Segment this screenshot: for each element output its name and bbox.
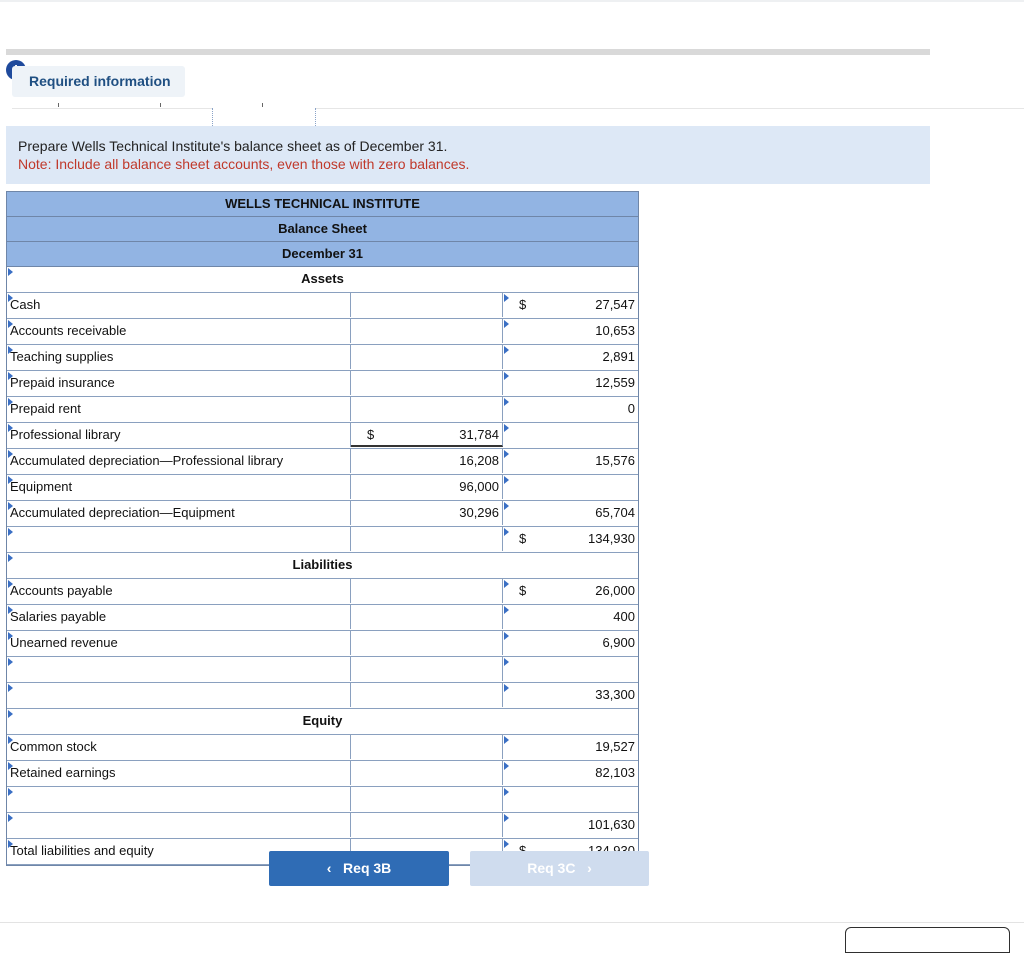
row-marker-icon bbox=[8, 502, 13, 510]
account-label-field[interactable] bbox=[7, 501, 351, 525]
account-label-field[interactable] bbox=[7, 657, 351, 681]
mid-amount-field[interactable] bbox=[351, 527, 503, 551]
table-row bbox=[7, 527, 638, 553]
row-marker-icon bbox=[504, 528, 509, 536]
account-label: Professional library bbox=[10, 427, 121, 442]
account-label-field[interactable] bbox=[7, 735, 351, 759]
liabilities-heading: Liabilities bbox=[292, 557, 353, 572]
account-label-field[interactable] bbox=[7, 579, 351, 603]
assets-heading-row bbox=[7, 267, 638, 293]
right-amount: 101,630 bbox=[588, 817, 635, 832]
row-marker-icon bbox=[8, 762, 13, 770]
row-marker-icon bbox=[504, 476, 509, 484]
row-marker-icon bbox=[8, 606, 13, 614]
account-label-field[interactable] bbox=[7, 631, 351, 655]
account-label: Prepaid rent bbox=[10, 401, 81, 416]
account-label: Common stock bbox=[10, 739, 97, 754]
right-amount: 400 bbox=[613, 609, 635, 624]
right-amount: 6,900 bbox=[602, 635, 635, 650]
account-label-field[interactable] bbox=[7, 423, 351, 447]
row-marker-icon bbox=[504, 580, 509, 588]
statement-date: December 31 bbox=[7, 242, 638, 267]
row-marker-icon bbox=[8, 736, 13, 744]
row-marker-icon bbox=[504, 372, 509, 380]
right-amount-field[interactable] bbox=[503, 657, 638, 681]
account-label: Equipment bbox=[10, 479, 73, 494]
right-amount-field[interactable] bbox=[503, 475, 638, 499]
account-label-field[interactable] bbox=[7, 397, 351, 421]
account-label-field[interactable] bbox=[7, 475, 351, 499]
row-marker-icon bbox=[504, 502, 509, 510]
account-label: Retained earnings bbox=[10, 765, 116, 780]
instructions-panel bbox=[6, 126, 930, 184]
row-marker-icon bbox=[8, 320, 13, 328]
mid-amount-field[interactable] bbox=[351, 293, 503, 317]
row-marker-icon bbox=[8, 840, 13, 848]
right-amount-field[interactable] bbox=[503, 631, 638, 655]
assets-heading: Assets bbox=[301, 271, 344, 286]
right-amount: 15,576 bbox=[595, 453, 635, 468]
row-marker-icon bbox=[504, 788, 509, 796]
right-amount-field[interactable] bbox=[503, 423, 638, 447]
mid-amount-field[interactable] bbox=[351, 371, 503, 395]
right-amount: 19,527 bbox=[595, 739, 635, 754]
account-label-field[interactable] bbox=[7, 527, 351, 551]
right-amount-field[interactable] bbox=[503, 501, 638, 525]
mid-amount-field[interactable] bbox=[351, 423, 503, 447]
account-label-field[interactable] bbox=[7, 761, 351, 785]
row-marker-icon bbox=[8, 632, 13, 640]
right-amount-field[interactable] bbox=[503, 813, 638, 837]
row-marker-icon bbox=[8, 398, 13, 406]
prev-requirement-button[interactable] bbox=[269, 851, 449, 886]
right-amount-field[interactable] bbox=[503, 345, 638, 369]
row-marker-icon bbox=[8, 658, 13, 666]
progress-bar bbox=[6, 49, 930, 55]
right-amount-field[interactable] bbox=[503, 683, 638, 707]
account-label: Accounts receivable bbox=[10, 323, 127, 338]
right-amount-field[interactable] bbox=[503, 449, 638, 473]
tab-divider bbox=[160, 103, 161, 107]
table-row bbox=[7, 761, 638, 787]
right-amount-field[interactable] bbox=[503, 319, 638, 343]
right-amount: 82,103 bbox=[595, 765, 635, 780]
table-row bbox=[7, 631, 638, 657]
right-amount-field[interactable] bbox=[503, 579, 638, 603]
next-requirement-button[interactable] bbox=[470, 851, 649, 886]
row-marker-icon bbox=[504, 658, 509, 666]
table-row bbox=[7, 501, 638, 527]
dollar-sign: $ bbox=[519, 583, 527, 598]
right-amount-field[interactable] bbox=[503, 371, 638, 395]
row-marker-icon bbox=[504, 398, 509, 406]
required-information-label: Required information bbox=[29, 73, 171, 89]
mid-amount-field[interactable] bbox=[351, 657, 503, 681]
row-marker-icon bbox=[8, 684, 13, 692]
mid-amount-field[interactable] bbox=[351, 761, 503, 785]
mid-amount: 31,784 bbox=[459, 427, 499, 442]
right-amount: 2,891 bbox=[602, 349, 635, 364]
right-amount: 10,653 bbox=[595, 323, 635, 338]
account-label: Prepaid insurance bbox=[10, 375, 115, 390]
right-amount: 12,559 bbox=[595, 375, 635, 390]
account-label: Unearned revenue bbox=[10, 635, 118, 650]
footer-bar bbox=[0, 922, 1024, 944]
table-row bbox=[7, 293, 638, 319]
mid-amount-field[interactable] bbox=[351, 787, 503, 811]
row-marker-icon bbox=[504, 736, 509, 744]
equity-heading: Equity bbox=[302, 713, 343, 728]
mid-amount-field[interactable] bbox=[351, 475, 503, 499]
right-amount: 33,300 bbox=[595, 687, 635, 702]
table-row bbox=[7, 813, 638, 839]
row-marker-icon bbox=[504, 346, 509, 354]
mid-amount-field[interactable] bbox=[351, 345, 503, 369]
instruction-note: Note: Include all balance sheet accounts, even those with zero balances. bbox=[18, 156, 470, 172]
table-row bbox=[7, 319, 638, 345]
account-label: Accounts payable bbox=[10, 583, 113, 598]
row-marker-icon bbox=[8, 424, 13, 432]
chevron-left-icon: ‹ bbox=[326, 860, 332, 876]
liabilities-heading-row bbox=[7, 553, 638, 579]
row-marker-icon bbox=[504, 814, 509, 822]
right-amount-field[interactable] bbox=[503, 787, 638, 811]
chevron-right-icon: › bbox=[587, 860, 592, 876]
tab-strip bbox=[12, 97, 1024, 109]
account-label-field[interactable] bbox=[7, 319, 351, 343]
account-label-field[interactable] bbox=[7, 605, 351, 629]
next-requirement-label: Req 3C bbox=[527, 860, 576, 876]
account-label-field[interactable] bbox=[7, 449, 351, 473]
dollar-sign: $ bbox=[519, 297, 527, 312]
equity-heading-row bbox=[7, 709, 638, 735]
dollar-sign: $ bbox=[519, 531, 527, 546]
active-tab-outline[interactable] bbox=[212, 108, 316, 128]
row-marker-icon bbox=[8, 346, 13, 354]
company-name: WELLS TECHNICAL INSTITUTE bbox=[7, 192, 638, 217]
right-amount: 134,930 bbox=[588, 531, 635, 546]
row-marker-icon bbox=[8, 476, 13, 484]
table-row bbox=[7, 605, 638, 631]
mid-amount-field[interactable] bbox=[351, 449, 503, 473]
mid-amount-field[interactable] bbox=[351, 319, 503, 343]
right-amount: 65,704 bbox=[595, 505, 635, 520]
account-label-field[interactable] bbox=[7, 371, 351, 395]
row-marker-icon bbox=[8, 450, 13, 458]
row-marker-icon bbox=[8, 814, 13, 822]
table-row bbox=[7, 345, 638, 371]
row-marker-icon bbox=[504, 632, 509, 640]
row-marker-icon bbox=[8, 294, 13, 302]
account-label: Accumulated depreciation—Professional library bbox=[10, 453, 284, 468]
mid-amount-field[interactable] bbox=[351, 579, 503, 603]
mid-amount: 16,208 bbox=[459, 453, 499, 468]
right-amount-field[interactable] bbox=[503, 293, 638, 317]
mid-amount-field[interactable] bbox=[351, 605, 503, 629]
row-marker-icon bbox=[8, 372, 13, 380]
required-information-tab[interactable] bbox=[12, 66, 185, 97]
prev-requirement-label: Req 3B bbox=[343, 860, 392, 876]
account-label-field[interactable] bbox=[7, 813, 351, 837]
row-marker-icon bbox=[504, 606, 509, 614]
balance-sheet-table bbox=[6, 191, 639, 866]
row-marker-icon bbox=[504, 294, 509, 302]
mid-amount-field[interactable] bbox=[351, 631, 503, 655]
table-row bbox=[7, 397, 638, 423]
account-label: Total liabilities and equity bbox=[10, 843, 154, 858]
right-amount-field[interactable] bbox=[503, 397, 638, 421]
account-label-field[interactable] bbox=[7, 293, 351, 317]
statement-title: Balance Sheet bbox=[7, 217, 638, 242]
row-marker-icon bbox=[8, 528, 13, 536]
table-row bbox=[7, 657, 638, 683]
mid-amount-field[interactable] bbox=[351, 813, 503, 837]
right-amount-field[interactable] bbox=[503, 605, 638, 629]
row-marker-icon bbox=[504, 424, 509, 432]
right-amount-field[interactable] bbox=[503, 527, 638, 551]
mid-amount-field[interactable] bbox=[351, 397, 503, 421]
row-marker-icon bbox=[504, 762, 509, 770]
tab-divider bbox=[262, 103, 263, 107]
mid-amount: 96,000 bbox=[459, 479, 499, 494]
row-marker-icon bbox=[8, 580, 13, 588]
table-row bbox=[7, 475, 638, 501]
mid-amount-field[interactable] bbox=[351, 683, 503, 707]
table-row bbox=[7, 683, 638, 709]
table-row bbox=[7, 423, 638, 449]
instruction-text: Prepare Wells Technical Institute's balance sheet as of December 31. bbox=[18, 138, 448, 154]
account-label: Salaries payable bbox=[10, 609, 107, 624]
table-row bbox=[7, 449, 638, 475]
account-label: Teaching supplies bbox=[10, 349, 114, 364]
mid-amount: 30,296 bbox=[459, 505, 499, 520]
row-marker-icon bbox=[504, 320, 509, 328]
table-row bbox=[7, 787, 638, 813]
right-amount-field[interactable] bbox=[503, 735, 638, 759]
right-amount: 27,547 bbox=[595, 297, 635, 312]
top-divider bbox=[0, 0, 1024, 2]
account-label-field[interactable] bbox=[7, 683, 351, 707]
row-marker-icon bbox=[504, 450, 509, 458]
tab-divider bbox=[58, 103, 59, 107]
account-label-field[interactable] bbox=[7, 345, 351, 369]
account-label-field[interactable] bbox=[7, 787, 351, 811]
row-marker-icon bbox=[8, 788, 13, 796]
dollar-sign: $ bbox=[367, 427, 375, 442]
table-row bbox=[7, 735, 638, 761]
mid-amount-field[interactable] bbox=[351, 501, 503, 525]
table-row bbox=[7, 371, 638, 397]
mid-amount-field[interactable] bbox=[351, 735, 503, 759]
row-marker-icon bbox=[504, 684, 509, 692]
table-row bbox=[7, 579, 638, 605]
account-label: Cash bbox=[10, 297, 41, 312]
account-label: Accumulated depreciation—Equipment bbox=[10, 505, 235, 520]
right-amount: 26,000 bbox=[595, 583, 635, 598]
row-marker-icon bbox=[504, 840, 509, 848]
footer-button[interactable] bbox=[845, 927, 1010, 953]
right-amount-field[interactable] bbox=[503, 761, 638, 785]
right-amount: 0 bbox=[627, 401, 635, 416]
